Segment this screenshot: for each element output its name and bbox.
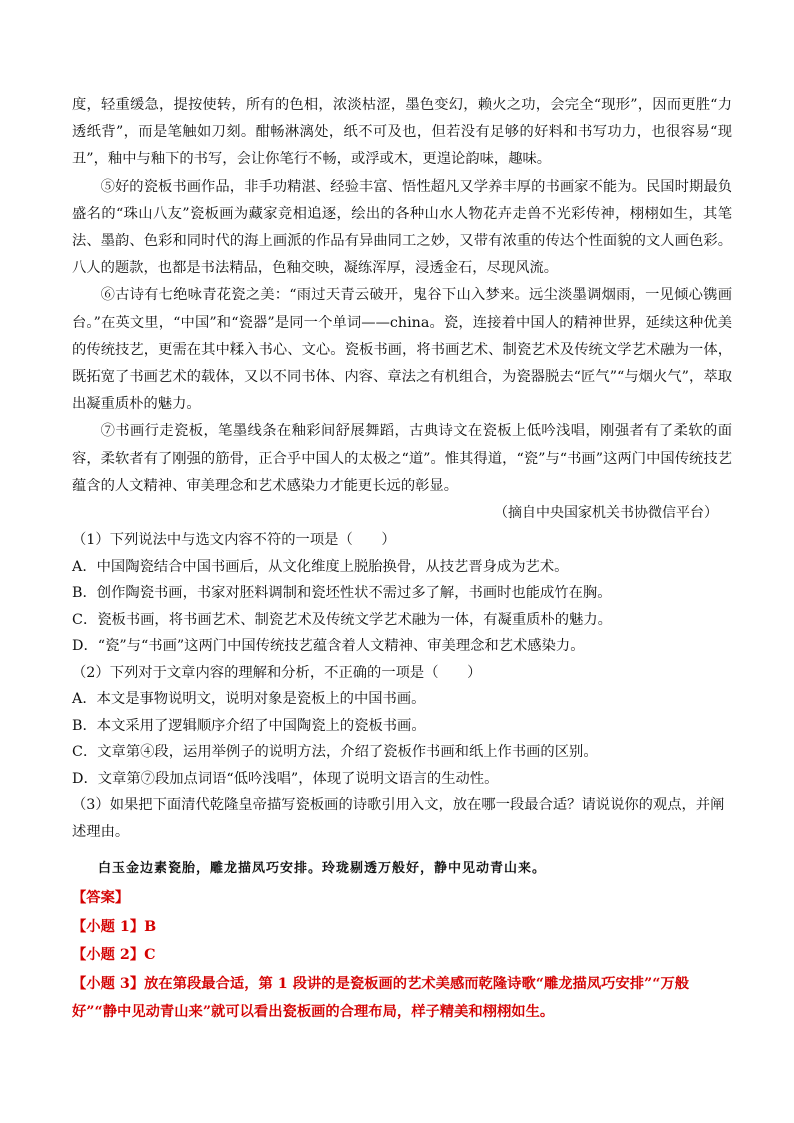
paragraph-7: ⑦书画行走瓷板，笔墨线条在釉彩间舒展舞蹈，古典诗文在瓷板上低吟浅唱，刚强者有了柔软的面容，柔软者有了刚强的筋骨，正合乎中国人的太极之“道”。惟其得道，“瓷”与“书画”这两门中国传统技艺蕴含的人文精神、审美理念和艺术感染力才能更长远的彰显。: [72, 423, 732, 494]
answer-2-label: 【小题 2】: [72, 947, 145, 963]
source-citation: （摘自中央国家机关书协微信平台）: [494, 505, 718, 521]
answer-1-value: B: [144, 918, 157, 935]
question-1-option-d: D．“瓷”与“书画”这两门中国传统技艺蕴含着人文精神、审美理念和艺术感染力。: [72, 638, 585, 654]
question-1-option-b: B．创作陶瓷书画，书家对胚料调制和瓷坯性状不需过多了解，书画时也能成竹在胸。: [72, 585, 612, 601]
paragraph-6: ⑥古诗有七绝咏青花瓷之美：“雨过天青云破开，鬼谷下山入梦来。远尘淡墨调烟雨，一见倾心镌画台。”在英文里，“中国”和“瓷器”是同一个单词——china。瓷，连接着中国人的精神世界，延续这种优美的传统技艺，更需在其中糅入书心、文心。瓷板书画，将书画艺术、制瓷艺术及传统文学艺术融为一体，既拓宽了书画艺术的载体，又以不同书体、内容、章法之有机组合，为瓷器脱去“匠气”“与烟火气”，萃取出凝重质朴的魅力。: [72, 287, 732, 413]
answer-section: [72, 884, 732, 1027]
question-2-stem: （2）下列对于文章内容的理解和分析，不正确的一项是（ ）: [72, 664, 482, 681]
answer-1-label: 【小题 1】: [72, 918, 145, 935]
answer-1: [72, 913, 732, 942]
question-1-option-c: C．瓷板书画，将书画艺术、制瓷艺术及传统文学艺术融为一体，有凝重质朴的魅力。: [72, 611, 612, 628]
paragraph-continued: 度，轻重缓急，提按使转，所有的色相，浓淡枯涩，墨色变幻，赖火之功，会完全“现形”，因而更胜“力透纸背”，而是笔触如刀刻。酣畅淋漓处，纸不可及也，但若没有足够的好料和书写功力，也很容易“现丑”，釉中与釉下的书写，会让你笔行不畅，或浮或木，更遑论韵味，趣味。: [72, 97, 732, 168]
question-2-option-c: C．文章第④段，运用举例子的说明方法，介绍了瓷板作书画和纸上作书画的区别。: [72, 744, 598, 760]
question-2-option-b: B．本文采用了逻辑顺序介绍了中国陶瓷上的瓷板书画。: [72, 717, 426, 734]
questions: [72, 527, 732, 845]
answer-3-value: 放在第段最合适，第 1 段讲的是瓷板画的艺术美感而乾隆诗歌“雕龙描凤巧安排”“万般好”“静中见动青山来”就可以看出瓷板画的合理布局，样子精美和栩栩如生。: [72, 975, 690, 1020]
answer-heading: 【答案】: [72, 890, 130, 906]
question-3-stem: （3）如果把下面清代乾隆皇帝描写瓷板画的诗歌引用入文，放在哪一段最合适？请说说你的观点，并阐述理由。: [72, 797, 725, 840]
passage: [72, 92, 732, 500]
poem: 白玉金边素瓷胎，雕龙描凤巧安排。玲珑剔透万般好，静中见动青山来。: [98, 861, 547, 876]
question-1-option-a: A．中国陶瓷结合中国书画后，从文化维度上脱胎换骨，从技艺晋身成为艺术。: [72, 558, 569, 575]
answer-3-label: 【小题 3】: [72, 975, 145, 992]
question-2-option-a: A．本文是事物说明文，说明对象是瓷板上的中国书画。: [72, 691, 426, 707]
paragraph-5: ⑤好的瓷板书画作品，非手功精湛、经验丰富、悟性超凡又学养丰厚的书画家不能为。民国时期最负盛名的“珠山八友”瓷板画为藏家竞相追逐，绘出的各种山水人物花卉走兽不光彩传神，栩栩如生，其笔法、墨韵、色彩和同时代的海上画派的作品有异曲同工之妙，又带有浓重的传达个性面貌的文人画色彩。八人的题款，也都是书法精品，色釉交映，凝练浑厚，浸透金石，尽现风流。: [72, 178, 732, 277]
question-2-option-d: D．文章第⑦段加点词语“低吟浅唱”，体现了说明文语言的生动性。: [72, 770, 499, 787]
answer-3: [72, 970, 732, 1027]
question-1-stem: （1）下列说法中与选文内容不符的一项是（ ）: [72, 532, 396, 548]
answer-2: [72, 941, 732, 970]
answer-2-value: C: [144, 947, 156, 963]
